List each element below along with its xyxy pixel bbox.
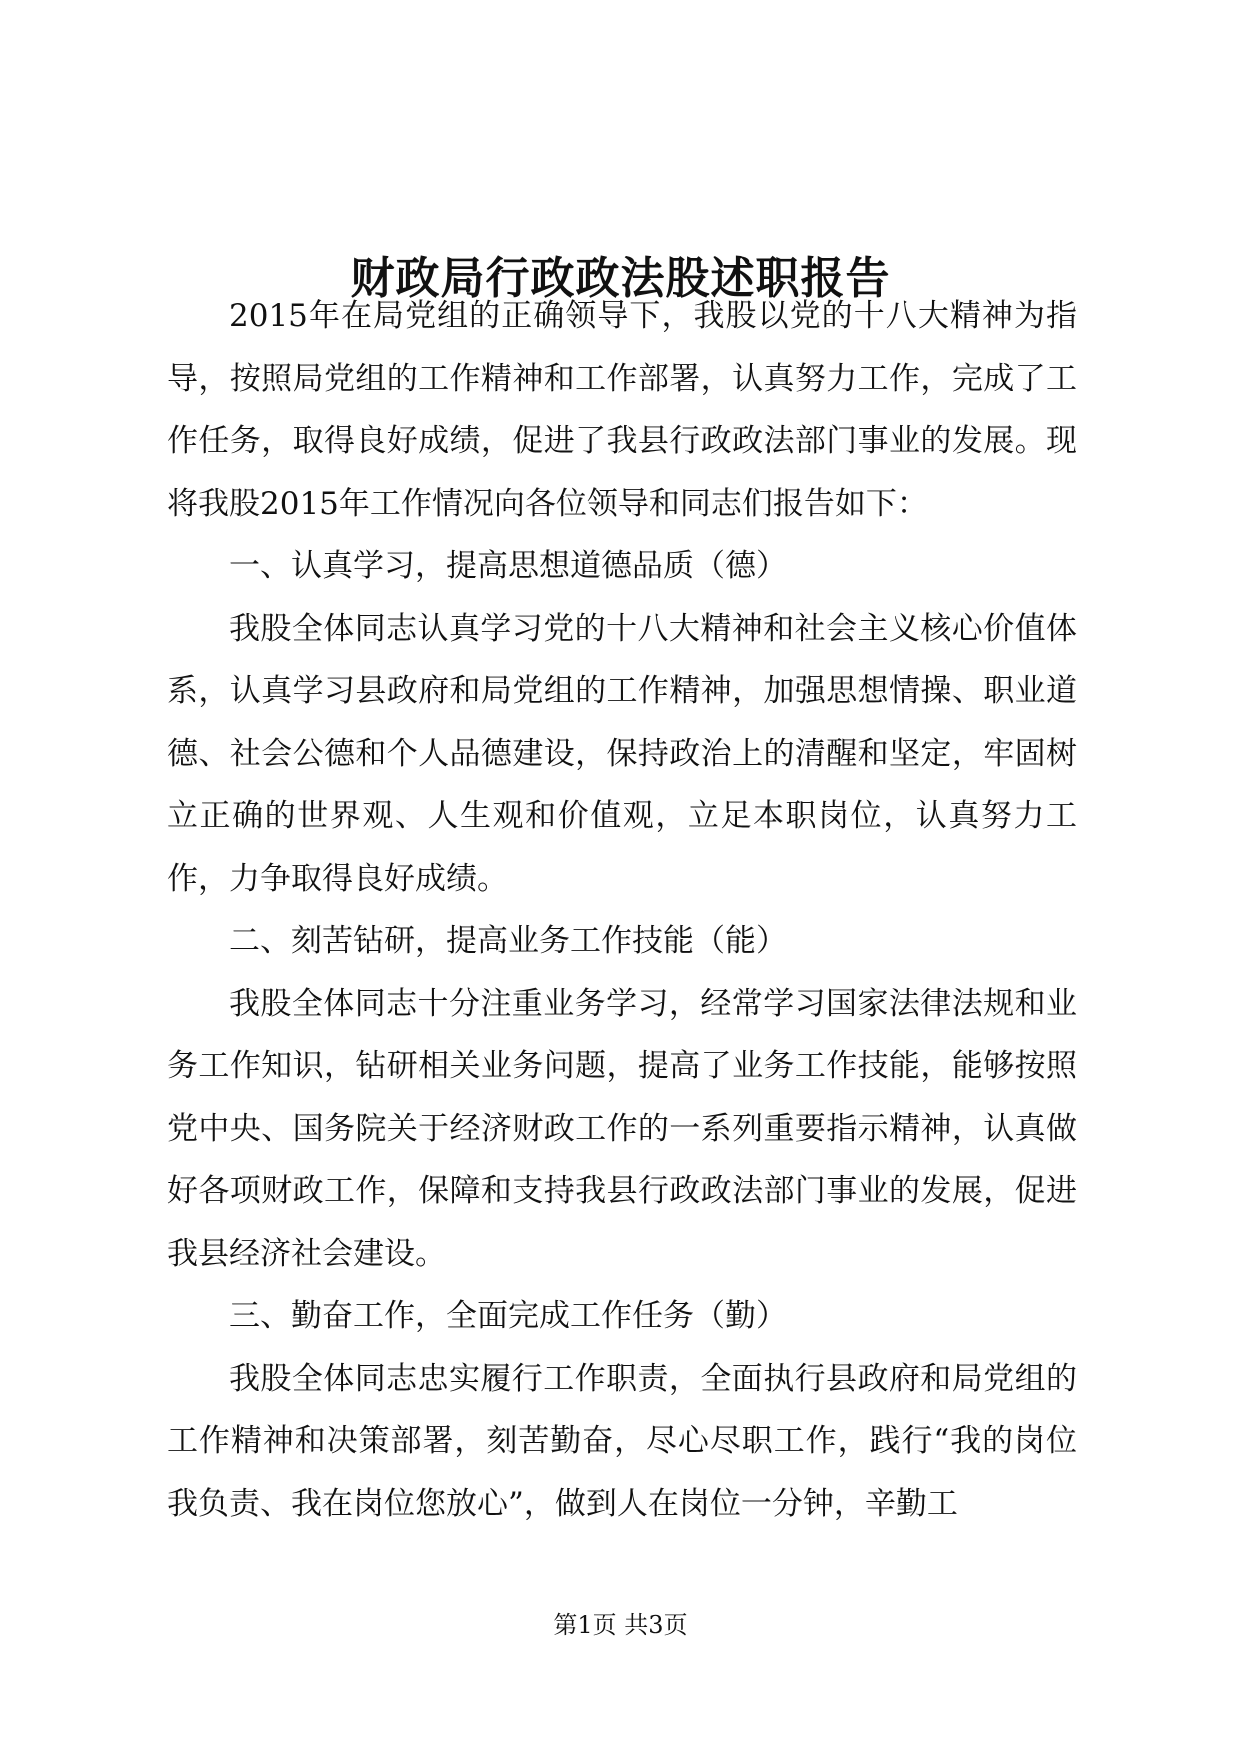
section-heading-3: 三、勤奋工作，全面完成工作任务（勤） <box>229 1298 787 1334</box>
paragraph-intro: 2015年在局党组的正确领导下，我股以党的十八大精神为指导，按照局党组的工作精神和工作部署，认真努力工作，完成了工作任务，取得良好成绩，促进了我县行政政法部门事业的发展。现将我股2015年工作情况向各位领导和同志们报告如下： <box>167 298 1077 522</box>
paragraph-section-3: 我股全体同志忠实履行工作职责，全面执行县政府和局党组的工作精神和决策部署，刻苦勤奋，尽心尽职工作，践行“我的岗位我负责、我在岗位您放心”，做到人在岗位一分钟，辛勤工 <box>167 1360 1077 1522</box>
document-title: 财政局行政政法股述职报告 <box>350 253 891 305</box>
section-heading-1: 一、认真学习，提高思想道德品质（德） <box>229 548 787 584</box>
paragraph-section-1: 我股全体同志认真学习党的十八大精神和社会主义核心价值体系，认真学习县政府和局党组的工作精神，加强思想情操、职业道德、社会公德和个人品德建设，保持政治上的清醒和坚定，牢固树立正确的世界观、人生观和价值观，立足本职岗位，认真努力工作，力争取得良好成绩。 <box>167 610 1077 897</box>
paragraph-section-2: 我股全体同志十分注重业务学习，经常学习国家法律法规和业务工作知识，钻研相关业务问题，提高了业务工作技能，能够按照党中央、国务院关于经济财政工作的一系列重要指示精神，认真做好各项财政工作，保障和支持我县行政政法部门事业的发展，促进我县经济社会建设。 <box>167 985 1077 1272</box>
page-number-footer: 第1页 共3页 <box>553 1611 688 1639</box>
document-body <box>167 285 1077 1535</box>
section-heading-2: 二、刻苦钻研，提高业务工作技能（能） <box>229 923 787 959</box>
